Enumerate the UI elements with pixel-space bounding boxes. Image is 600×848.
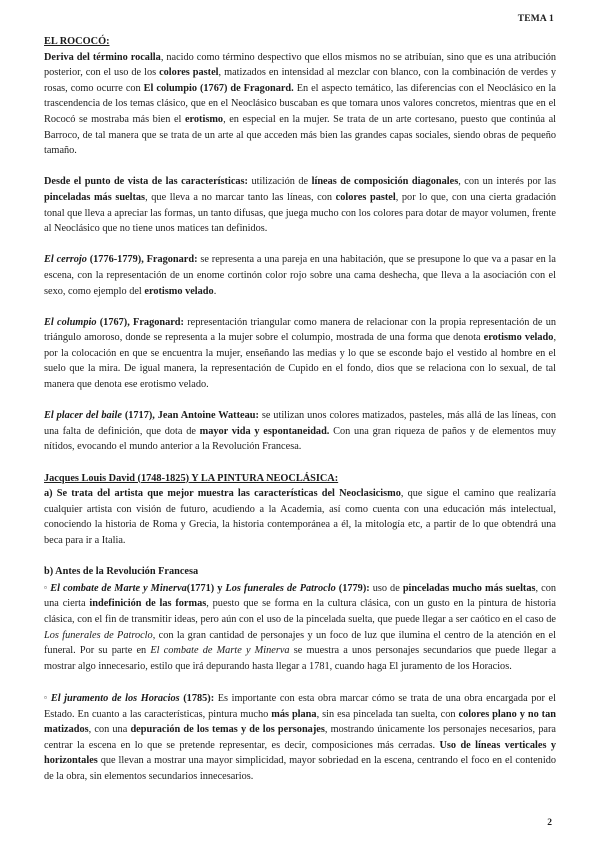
- paragraph-el-cerrojo: El cerrojo (1776-1779), Fragonard: se representa a una pareja en una habitación, que se presupone lo que va a pasar en la escena, con la representación de un enome cortinón color rojo sobre una cama deshecha, que lleva a la asociación con el sexo, como ejemplo del erotismo velado.: [44, 254, 556, 297]
- section-title-david: Jacques Louis David (1748-1825) Y LA PINTURA NEOCLÁSICA:: [44, 472, 339, 484]
- page-number: 2: [547, 818, 552, 828]
- paragraph-combate-marte-minerva: ▫ El combate de Marte y Minerva(1771) y Los funerales de Patroclo (1779): uso de pinceladas mucho más sueltas, con una cierta indefinición de las formas, puesto que se forma en la cultura clásica, con un gusto en la pintura de historia clásica, con el fin de transmitir ideas, pero aún con el uso de la pincelada suelta, que puede llegar a ser caótico en el caso de Los funerales de Patroclo, con la gran cantidad de personajes y un foco de luz que ilumina el centro de la atención en el funeral. Por su parte en El combate de Marte y Minerva se muestra a unos personajes secundarios que puede llegar a mostrar algo innecesario, estilo que irá depurando hasta llegar a 1781, cuando haga El juramento de los Horacios.: [44, 582, 557, 672]
- paragraph-el-placer-del-baile: El placer del baile (1717), Jean Antoine Watteau: se utilizan unos colores matizados, pasteles, más allá de las líneas, con una falta de definición, que dota de mayor vida y espontaneidad. Con una gran riqueza de paños y de elementos muy nítidos, evocando el mundo anterior a la Revolución Francesa.: [44, 410, 556, 453]
- subsection-title-antes-revolucion: b) Antes de la Revolución Francesa: [44, 566, 199, 578]
- paragraph-rococo-characteristics: Desde el punto de vista de las características: utilización de líneas de composición diagonales, con un interés por las pinceladas más sueltas, que lleva a no marcar tanto las líneas, con colores pastel, por lo que, con una cierta gradación tonal que lleva a apreciar las formas, un tanto difusas, que juega mucho con los colores para dotar de mayor volumen, frente al Neoclásico que no tiene unos matices tan definidos.: [44, 176, 556, 235]
- section-title-rococo: EL ROCOCÓ:: [44, 36, 110, 47]
- paragraph-el-columpio: El columpio (1767), Fragonard: representación triangular como manera de relacionar con la propia representación de un triángulo amoroso, donde se representa a la mujer sobre el columpio, mostrada de una forma que denota erotismo velado, por la colocación en que se encuentra la mujer, enseñando las medias y lo que se esconde bajo el vestido al hombre en el suelo que la mira. De igual manera, la representación de Cupido en el fondo, dios que se relaciona con lo sexual, de tal manera que denota ese erotismo velado.: [44, 316, 557, 391]
- bullet-icon: ▫: [44, 692, 48, 702]
- paragraph-juramento-horacios: ▫ El juramento de los Horacios (1785): Es importante con esta obra marcar cómo se trata de una obra encargada por el Estado. En cuanto a las características, pintura mucho más plana, sin esa pincelada tan suelta, con colores plano y no tan matizados, con una depuración de los temas y de los personajes, mostrando únicamente los personajes necesarios, para centrar la escena en lo que se pretende representar, es decir, composiciones más cerradas. Uso de líneas verticales y horizontales que llevan a mostrar una mayor simplicidad, mayor sobriedad en la escena, centrando el foco en el contenido de la obra, sin elementos secundarios innecesarios.: [44, 692, 556, 782]
- paragraph-david-a: a) Se trata del artista que mejor muestra las características del Neoclasicismo, que sigue el camino que realizaría cualquier artista con visión de futuro, acudiendo a la Academia, así como cuenta con una educación más intelectual, conociendo la historia de Roma y Grecia, la historia contemporánea a él, la mitología etc, a partir de lo que obtendrá una beca para ir a Italia.: [44, 488, 556, 546]
- bullet-icon: ▫: [44, 582, 48, 592]
- paragraph-rococo-intro: Deriva del término rocalla, nacido como término despectivo que ellos mismos no se atribuían, sino que es una atribución posterior, con el uso de los colores pastel, matizados en intensidad al mezclar con blanco, con la combinación de verdes y rosas, como ocurre con El columpio (1767) de Fragonard. En el aspecto temático, las diferencias con el Neoclásico en la trascendencia de los temas clásico, que en el Neoclásico buscaban es que tomara unos valores concretos, mientras que en el Rococó se mostraba más bien el erotismo, en especial en la mujer. Se trata de un arte cortesano, puesto que continúa al Barroco, de tal manera que se trata de un arte al que acceden más bien las grandes capas sociales, siendo obras de pequeño tamaño.: [44, 51, 556, 157]
- page-content: [44, 34, 556, 785]
- header-tema: TEMA 1: [517, 14, 554, 24]
